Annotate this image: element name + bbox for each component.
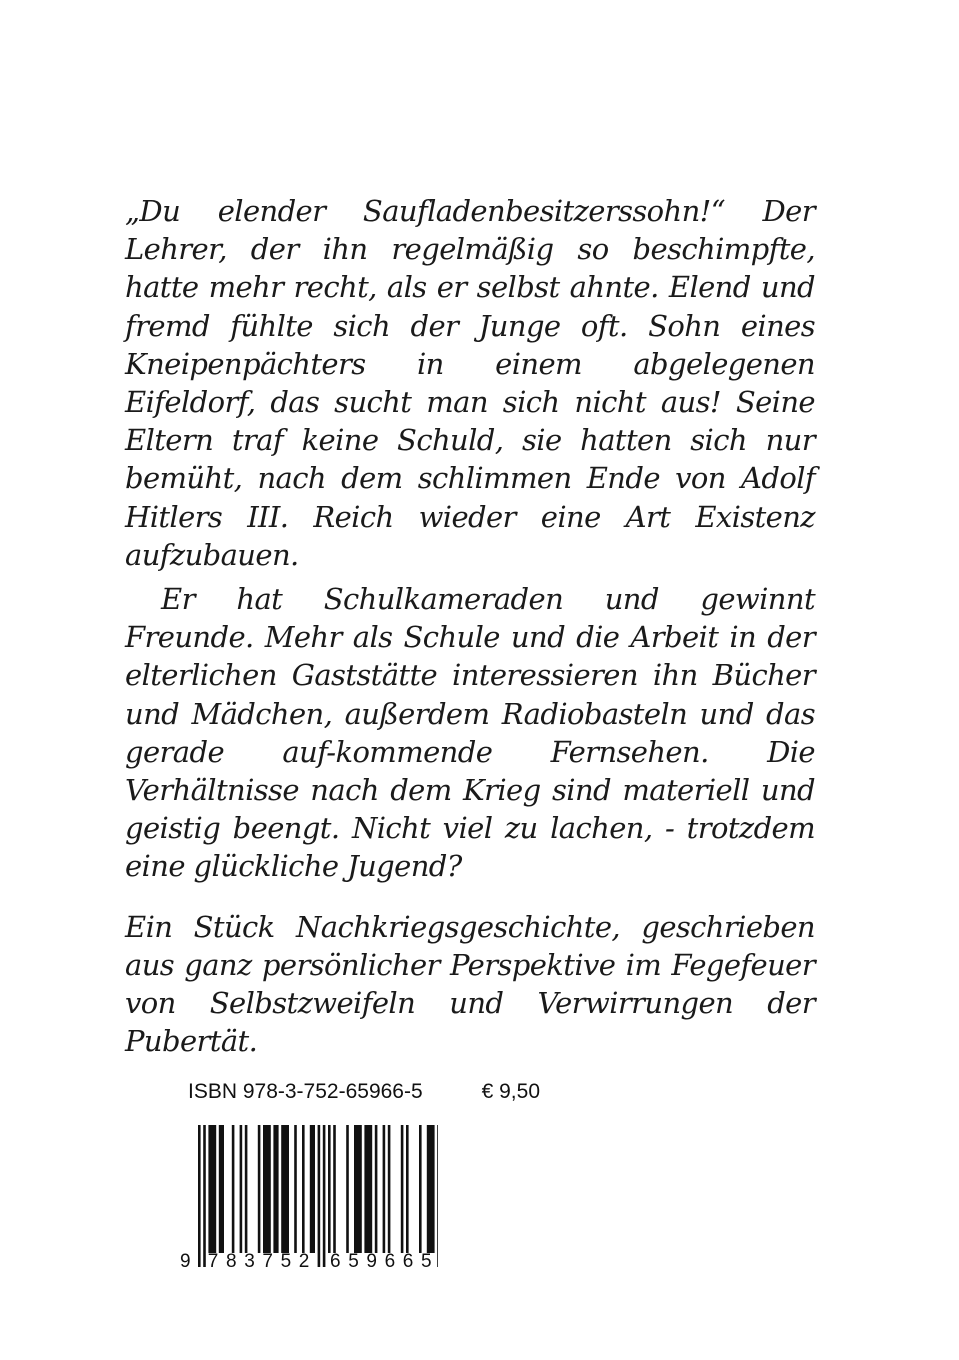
barcode-guard-bar [318,1125,321,1267]
barcode-bar [245,1125,248,1253]
barcode-bar [388,1125,391,1253]
barcode-bars [168,1116,438,1270]
barcode-bar [375,1125,378,1253]
barcode-digit: 6 [330,1251,341,1272]
barcode-bar [232,1125,235,1253]
isbn-price-line [188,1080,540,1106]
barcode-bar [263,1125,271,1253]
barcode-bar [273,1125,278,1253]
barcode-guard-bar [203,1125,206,1267]
barcode-bar [401,1125,404,1253]
barcode-digit: 5 [348,1251,359,1272]
barcode-digit: 9 [366,1251,377,1272]
barcode-bar [281,1125,289,1253]
price: € 9,50 [481,1080,540,1103]
barcode-digit: 6 [402,1251,414,1272]
barcode-bar [364,1125,372,1253]
barcode-bar [302,1125,305,1253]
barcode-bar [219,1125,224,1253]
blurb-paragraph-2: Er hat Schulkameraden und gewinnt Freunde. Mehr als Schule und die Arbeit in der elterlichen Gaststätte interessieren ihn Bücher und Mädchen, außerdem Radiobasteln und das gerade auf-kommende Fernsehen. Die Verhältnisse nach dem Krieg sind materiell und geistig beengt. Nicht viel zu lachen, - trotzdem eine glückliche Jugend? [125,582,815,884]
barcode-bar [240,1125,243,1253]
barcode-bar [328,1125,331,1253]
barcode-digit: 7 [207,1251,219,1272]
barcode-bar [406,1125,409,1253]
barcode-digit: 9 [180,1251,191,1272]
barcode-digit: 3 [244,1251,255,1272]
barcode-bar [419,1125,422,1253]
barcode-guard-bar [437,1125,438,1267]
barcode-bar [346,1125,349,1253]
barcode-bar [258,1125,261,1253]
barcode-digit: 6 [384,1251,396,1272]
barcode-bar [383,1125,386,1253]
barcode-digit: 2 [298,1251,310,1272]
barcode-digit: 7 [262,1251,273,1272]
barcode-bar [333,1125,336,1253]
barcode-digit: 5 [421,1251,432,1272]
barcode-bar [310,1125,315,1253]
barcode-bar [354,1125,362,1253]
blurb-paragraph-3: Ein Stück Nachkriegsgeschichte, geschrieben aus ganz persönlicher Perspektive im Fegefeuer von Selbstzweifeln und Verwirrungen der Pubertät. [125,909,815,1059]
isbn-number: ISBN 978-3-752-65966-5 [188,1080,423,1103]
blurb-paragraph-1: „Du elender Saufladenbesitzerssohn!“ Der Lehrer, der ihn regelmäßig so beschimpfte, hatte mehr recht, als er selbst ahnte. Elend und fremd fühlte sich der Junge oft. Sohn eines Kneipenpächters in einem abgelegenen Eifeldorf, das sucht man sich nicht aus! Seine Eltern traf keine Schuld, sie hatten sich nur bemüht, nach dem schlimmen Ende von Adolf Hitlers III. Reich wieder eine Art Existenz aufzubauen. [125,194,815,572]
ean-barcode [168,1116,438,1270]
barcode-bar [208,1125,216,1253]
back-cover-blurb [125,192,815,1060]
barcode-digits [0,1251,440,1273]
barcode-guard-bar [323,1125,326,1267]
barcode-bar [294,1125,297,1253]
barcode-bar [427,1125,435,1253]
barcode-guard-bar [198,1125,201,1267]
barcode-digit: 5 [280,1251,292,1272]
barcode-digit: 8 [226,1251,237,1272]
